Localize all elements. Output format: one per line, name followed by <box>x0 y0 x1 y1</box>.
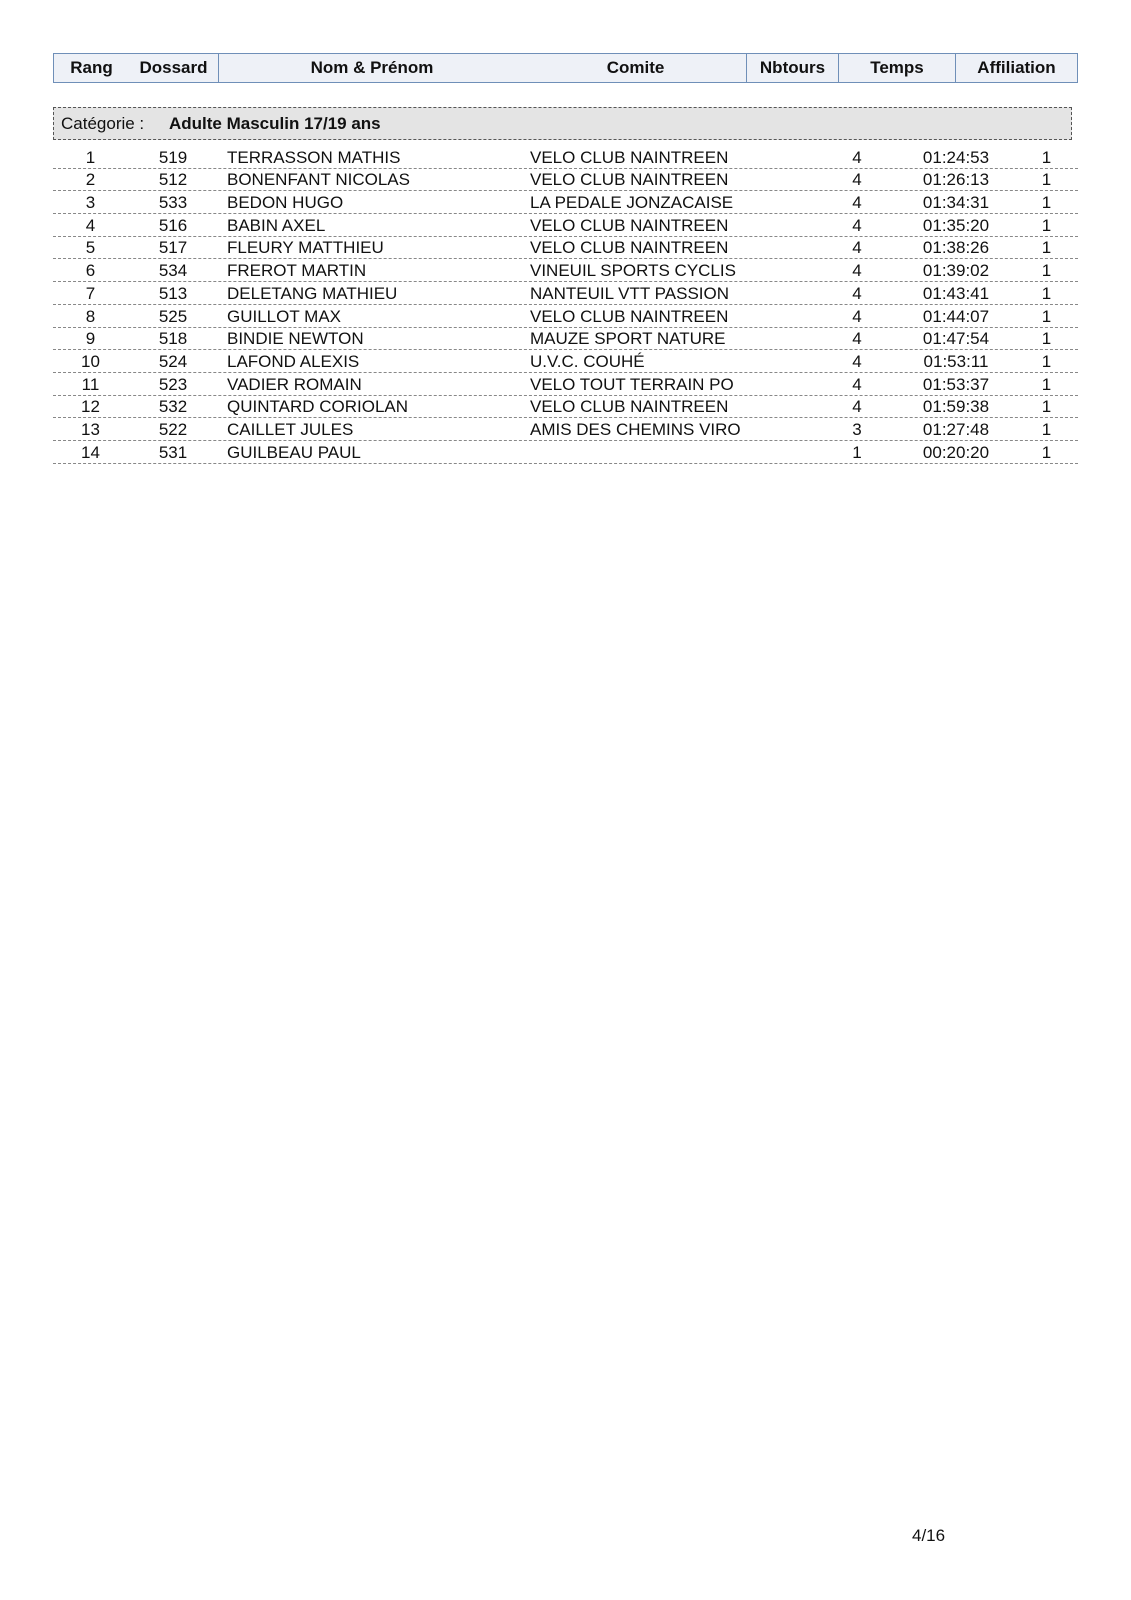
cell-comite: VINEUIL SPORTS CYCLIS <box>530 261 736 281</box>
cell-nom: DELETANG MATHIEU <box>227 283 398 303</box>
cell-temps: 01:59:38 <box>922 397 990 417</box>
cell-nbtours: 4 <box>852 215 862 235</box>
cell-dossard: 523 <box>158 374 188 394</box>
cell-dossard: 524 <box>158 351 188 371</box>
cell-dossard: 512 <box>158 170 188 190</box>
cell-affiliation: 1 <box>1041 374 1052 394</box>
category-bar <box>53 107 1072 140</box>
cell-comite: NANTEUIL VTT PASSION <box>530 283 730 303</box>
cell-dossard: 522 <box>158 419 188 439</box>
cell-nom: QUINTARD CORIOLAN <box>227 397 409 417</box>
cell-nom: GUILBEAU PAUL <box>227 442 361 462</box>
cell-comite: VELO CLUB NAINTREEN <box>530 306 729 326</box>
cell-nom: BINDIE NEWTON <box>227 329 364 349</box>
cell-nom: BEDON HUGO <box>227 193 344 213</box>
cell-affiliation: 1 <box>1041 397 1052 417</box>
cell-dossard: 534 <box>158 261 188 281</box>
cell-nbtours: 1 <box>852 442 862 462</box>
cell-affiliation: 1 <box>1041 329 1052 349</box>
header-temps: Temps <box>839 54 956 82</box>
cell-comite: VELO CLUB NAINTREEN <box>530 147 729 167</box>
cell-dossard: 532 <box>158 397 188 417</box>
cell-comite: VELO CLUB NAINTREEN <box>530 238 729 258</box>
header-nom: Nom & Prénom <box>310 58 434 77</box>
cell-dossard: 531 <box>158 442 188 462</box>
cell-temps: 01:38:26 <box>922 238 990 258</box>
cell-nbtours: 4 <box>852 147 862 167</box>
cell-dossard: 519 <box>158 147 188 167</box>
cell-comite: U.V.C. COUHÉ <box>530 351 645 371</box>
cell-nom: CAILLET JULES <box>227 419 354 439</box>
cell-rang: 10 <box>81 351 100 371</box>
table-header <box>53 53 1078 83</box>
cell-temps: 01:39:02 <box>922 261 990 281</box>
cell-rang: 2 <box>85 170 96 190</box>
table-row <box>53 259 1078 282</box>
table-row <box>53 418 1078 441</box>
table-row <box>53 214 1078 237</box>
cell-dossard: 525 <box>158 306 188 326</box>
cell-nbtours: 4 <box>852 193 862 213</box>
cell-comite: MAUZE SPORT NATURE <box>530 329 726 349</box>
header-nbtours: Nbtours <box>747 54 839 82</box>
table-row <box>53 396 1078 419</box>
cell-dossard: 513 <box>158 283 188 303</box>
cell-nom: TERRASSON MATHIS <box>227 147 401 167</box>
cell-affiliation: 1 <box>1041 419 1052 439</box>
cell-nom: FREROT MARTIN <box>227 261 367 281</box>
header-dossard: Dossard <box>129 54 219 82</box>
table-row <box>53 191 1078 214</box>
cell-affiliation: 1 <box>1041 238 1052 258</box>
cell-nbtours: 4 <box>852 329 862 349</box>
cell-affiliation: 1 <box>1041 306 1052 326</box>
table-row <box>53 237 1078 260</box>
cell-temps: 00:20:20 <box>922 442 990 462</box>
cell-temps: 01:44:07 <box>922 306 990 326</box>
category-value: Adulte Masculin 17/19 ans <box>169 113 381 133</box>
cell-temps: 01:43:41 <box>922 283 990 303</box>
results-table <box>53 146 1078 464</box>
cell-temps: 01:26:13 <box>922 170 990 190</box>
cell-nbtours: 4 <box>852 261 862 281</box>
cell-dossard: 516 <box>158 215 188 235</box>
cell-comite: AMIS DES CHEMINS VIRO <box>530 419 741 439</box>
table-row <box>53 305 1078 328</box>
cell-nom: LAFOND ALEXIS <box>227 351 360 371</box>
cell-rang: 8 <box>85 306 96 326</box>
cell-comite: VELO CLUB NAINTREEN <box>530 170 729 190</box>
cell-nom: FLEURY MATTHIEU <box>227 238 384 258</box>
cell-nom: VADIER ROMAIN <box>227 374 362 394</box>
cell-affiliation: 1 <box>1041 147 1052 167</box>
cell-temps: 01:34:31 <box>922 193 990 213</box>
cell-comite: VELO CLUB NAINTREEN <box>530 397 729 417</box>
category-label: Catégorie : <box>61 113 145 133</box>
cell-comite: LA PEDALE JONZACAISE <box>530 193 734 213</box>
cell-rang: 12 <box>81 397 100 417</box>
cell-nbtours: 4 <box>852 238 862 258</box>
table-row <box>53 350 1078 373</box>
cell-rang: 13 <box>81 419 100 439</box>
cell-rang: 4 <box>85 215 96 235</box>
page-number: 4/16 <box>912 1526 946 1545</box>
cell-nom: GUILLOT MAX <box>227 306 341 326</box>
cell-comite: VELO CLUB NAINTREEN <box>530 215 729 235</box>
cell-rang: 9 <box>85 329 96 349</box>
cell-affiliation: 1 <box>1041 442 1052 462</box>
cell-affiliation: 1 <box>1041 261 1052 281</box>
cell-rang: 14 <box>81 442 100 462</box>
cell-dossard: 518 <box>158 329 188 349</box>
cell-comite: VELO TOUT TERRAIN PO <box>530 374 734 394</box>
table-row <box>53 373 1078 396</box>
cell-temps: 01:47:54 <box>922 329 990 349</box>
cell-affiliation: 1 <box>1041 351 1052 371</box>
header-rang: Rang <box>70 58 113 77</box>
cell-dossard: 533 <box>158 193 188 213</box>
cell-temps: 01:27:48 <box>922 419 990 439</box>
cell-affiliation: 1 <box>1041 170 1052 190</box>
table-row <box>53 441 1078 464</box>
table-row <box>53 328 1078 351</box>
table-row <box>53 169 1078 192</box>
cell-nbtours: 4 <box>852 306 862 326</box>
cell-affiliation: 1 <box>1041 283 1052 303</box>
header-comite: Comite <box>525 54 747 82</box>
cell-dossard: 517 <box>158 238 188 258</box>
cell-nbtours: 4 <box>852 283 862 303</box>
cell-nbtours: 4 <box>852 170 862 190</box>
cell-rang: 7 <box>85 283 96 303</box>
cell-temps: 01:53:37 <box>922 374 990 394</box>
header-affiliation: Affiliation <box>977 58 1056 77</box>
cell-nbtours: 4 <box>852 374 862 394</box>
cell-rang: 11 <box>81 374 100 394</box>
table-row <box>53 146 1078 169</box>
cell-temps: 01:35:20 <box>922 215 990 235</box>
cell-rang: 5 <box>85 238 96 258</box>
cell-nbtours: 4 <box>852 397 862 417</box>
cell-nbtours: 4 <box>852 351 862 371</box>
cell-rang: 3 <box>85 193 96 213</box>
cell-nbtours: 3 <box>852 419 862 439</box>
cell-nom: BABIN AXEL <box>227 215 326 235</box>
cell-affiliation: 1 <box>1041 193 1052 213</box>
table-row <box>53 282 1078 305</box>
cell-temps: 01:24:53 <box>922 147 990 167</box>
cell-temps: 01:53:11 <box>923 351 989 371</box>
cell-rang: 6 <box>85 261 96 281</box>
cell-nom: BONENFANT NICOLAS <box>227 170 410 190</box>
cell-affiliation: 1 <box>1041 215 1052 235</box>
cell-rang: 1 <box>85 147 96 167</box>
